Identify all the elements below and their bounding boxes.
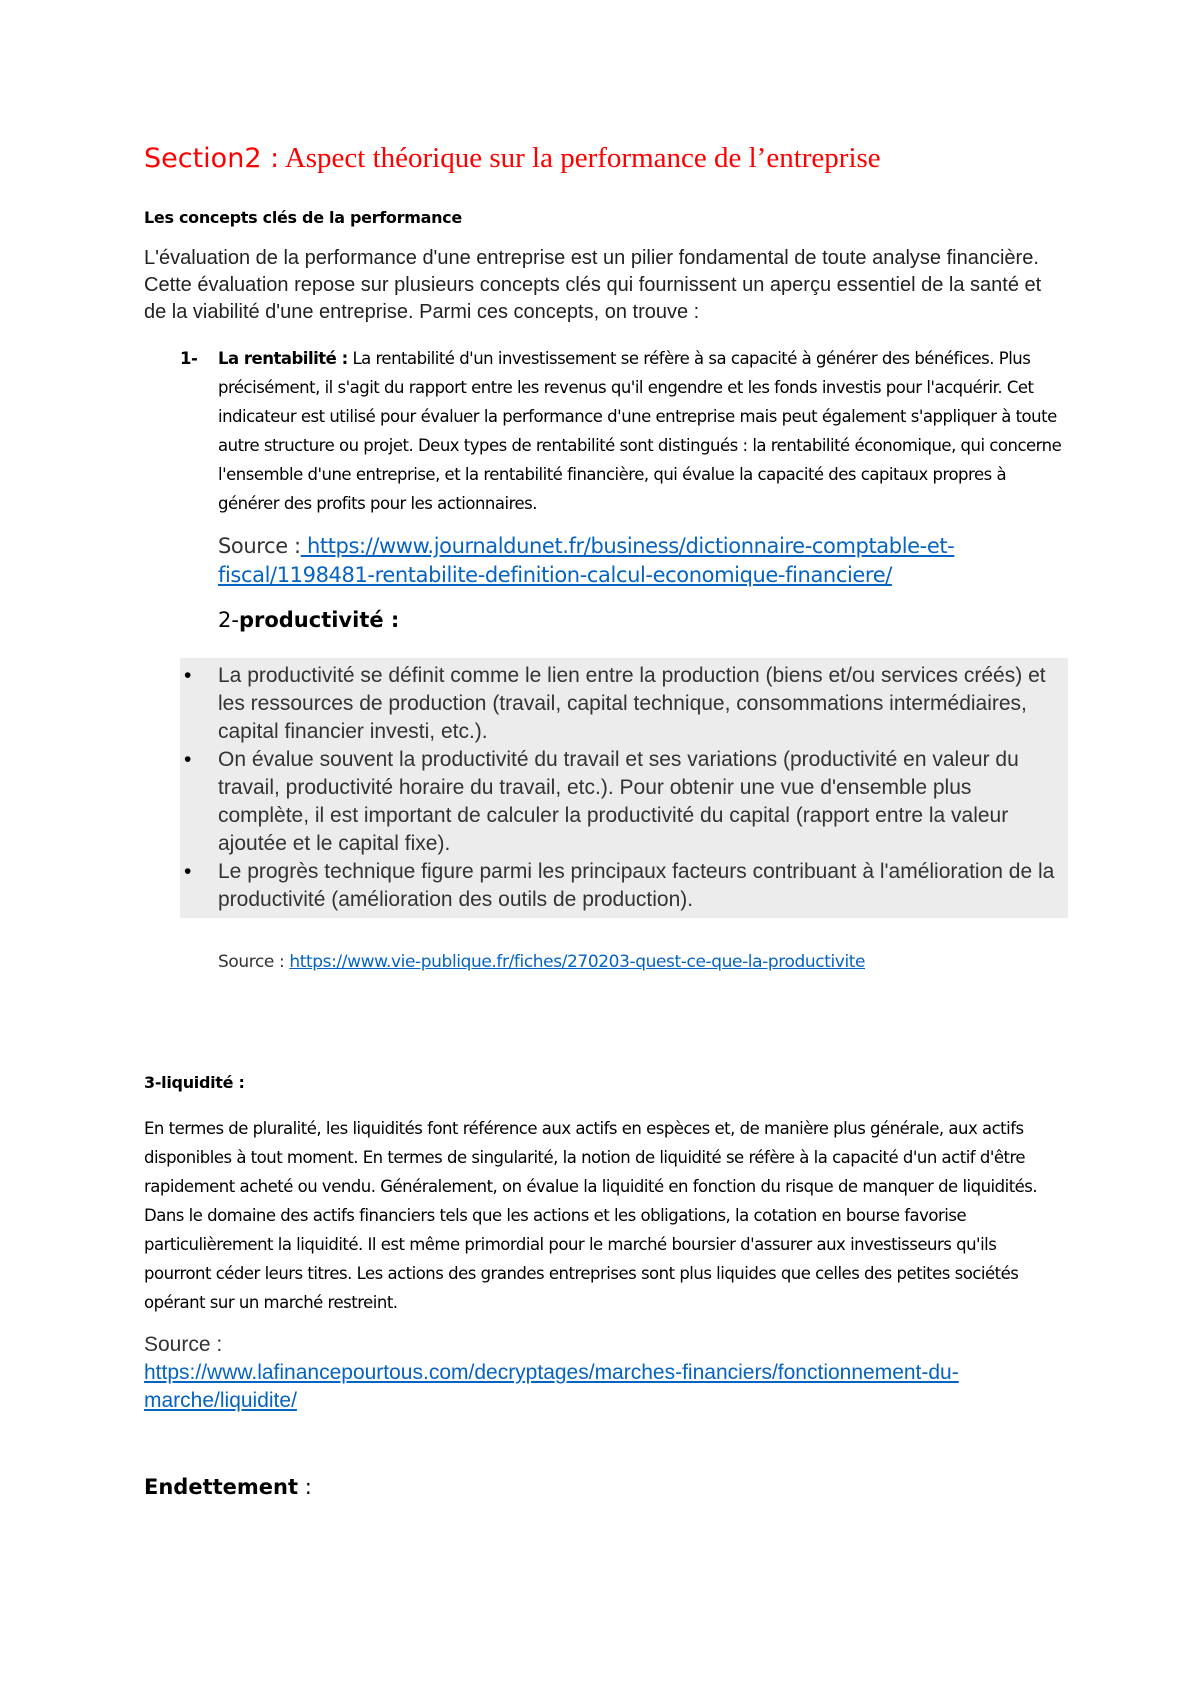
bullet-icon: •: [184, 664, 192, 687]
liquidite-source-label: Source :: [144, 1333, 223, 1356]
list-item: [180, 858, 1068, 914]
productivite-source-label: Source :: [218, 952, 290, 972]
rentabilite-label: La rentabilité :: [218, 349, 348, 368]
liquidite-heading: 3-liquidité :: [144, 1073, 245, 1092]
rentabilite-source-link[interactable]: https://www.journaldunet.fr/business/dictionnaire-comptable-et-fiscal/1198481-rentabilite-definition-calcul-economique-financiere/: [218, 534, 955, 587]
productivite-source-link[interactable]: https://www.vie-publique.fr/fiches/270203-quest-ce-que-la-productivite: [289, 952, 866, 972]
productivite-bullet-list: [180, 658, 1068, 918]
bullet-text: La productivité se définit comme le lien entre la production (biens et/ou services créés) et les ressources de production (travail, capital technique, consommations intermédiaires, capital financier investi, etc.).: [218, 664, 1046, 743]
endettement-label: Endettement: [144, 1475, 299, 1499]
productivite-label: productivité :: [238, 608, 400, 632]
section-title-text: Aspect théorique sur la performance de l’entreprise: [279, 142, 881, 174]
list-item: [180, 746, 1068, 858]
bullet-text: Le progrès technique figure parmi les principaux facteurs contribuant à l'amélioration de la productivité (amélioration des outils de production).: [218, 860, 1055, 911]
rentabilite-text: La rentabilité d'un investissement se réfère à sa capacité à générer des bénéfices. Plus précisément, il s'agit du rapport entre les revenus qu'il engendre et les fonds investis pour l'acquérir. Cet indicateur est utilisé pour évaluer la performance d'une entreprise mais peut également s'appliquer à toute autre structure ou projet. Deux types de rentabilité sont distingués : la rentabilité économique, qui concerne l'ensemble d'une entreprise, et la rentabilité financière, qui évalue la capacité des capitaux propres à générer des profits pour les actionnaires.: [218, 349, 1062, 513]
list-item: [180, 662, 1068, 746]
document-page: [144, 140, 1068, 1501]
bullet-icon: •: [184, 860, 192, 883]
rentabilite-item: [144, 344, 1068, 518]
rentabilite-number: 1-: [180, 349, 198, 368]
intro-paragraph: L'évaluation de la performance d'une entreprise est un pilier fondamental de toute analyse financière. Cette évaluation repose sur plusieurs concepts clés qui fournissent un aperçu essentiel de la santé et de la viabilité d'une entreprise. Parmi ces concepts, on trouve :: [144, 247, 1042, 323]
rentabilite-source: [144, 532, 1068, 590]
liquidite-paragraph: En termes de pluralité, les liquidités font référence aux actifs en espèces et, de manière plus générale, aux actifs disponibles à tout moment. En termes de singularité, la notion de liquidité se réfère à la capacité d'un actif d'être rapidement acheté ou vendu. Généralement, on évalue la liquidité en fonction du risque de manquer de liquidités. Dans le domaine des actifs financiers tels que les actions et les obligations, la cotation en bourse favorise particulièrement la liquidité. Il est même primordial pour le marché boursier d'assurer aux investisseurs qu'ils pourront céder leurs titres. Les actions des grandes entreprises sont plus liquides que celles des petites sociétés opérant sur un marché restreint.: [144, 1119, 1038, 1312]
bullet-text: On évalue souvent la productivité du travail et ses variations (productivité en valeur du travail, productivité horaire du travail, etc.). Pour obtenir une vue d'ensemble plus complète, il est important de calculer la productivité du capital (rapport entre la valeur ajoutée et le capital fixe).: [218, 748, 1019, 855]
concepts-subheading: Les concepts clés de la performance: [144, 208, 462, 227]
endettement-suffix: :: [298, 1475, 312, 1499]
liquidite-source: [144, 1331, 1068, 1415]
rentabilite-source-label: Source :: [218, 534, 301, 558]
productivite-source: [144, 950, 1068, 974]
productivite-number: 2-: [218, 608, 239, 632]
productivite-heading: [144, 606, 1068, 634]
section-title: [144, 140, 1068, 177]
bullet-icon: •: [184, 748, 192, 771]
section-title-number: Section2 :: [144, 143, 280, 174]
endettement-heading: [144, 1473, 1068, 1501]
liquidite-source-link[interactable]: https://www.lafinancepourtous.com/decryptages/marches-financiers/fonctionnement-du-marche/liquidite/: [144, 1361, 959, 1412]
